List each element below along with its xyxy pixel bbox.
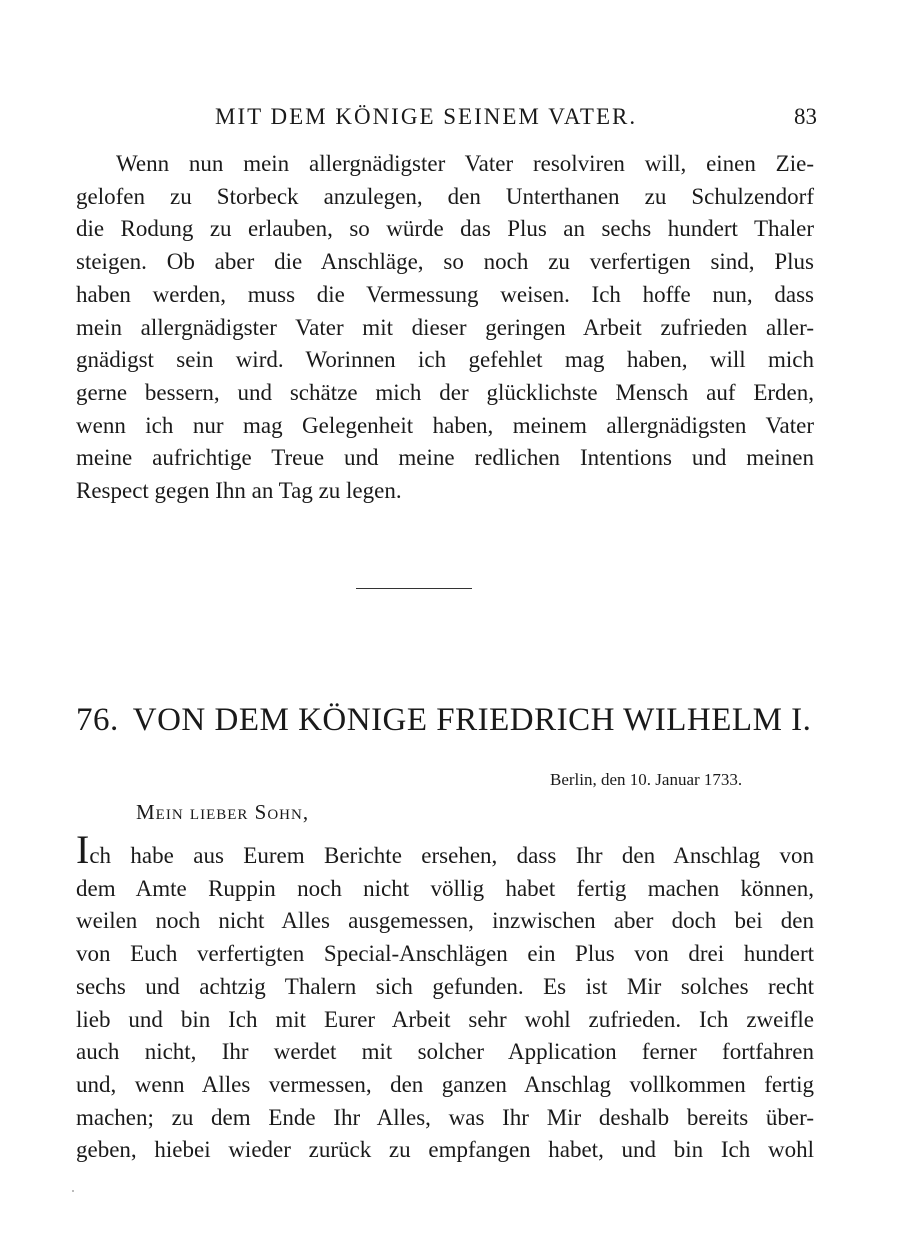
text-line: gerne bessern, und schätze mich der glücklichste Mensch auf Erden,: [76, 379, 814, 405]
page-speck: [72, 1190, 74, 1192]
drop-cap: I: [76, 827, 90, 872]
text-line: auch nicht, Ihr werdet mit solcher Application ferner fortfahren: [76, 1039, 814, 1065]
letter-heading: [76, 702, 814, 739]
text-line: weilen noch nicht Alles ausgemessen, inzwischen aber doch bei den: [76, 908, 814, 934]
running-head: [0, 104, 900, 138]
text-line: Wenn nun mein allergnädigster Vater resolviren will, einen Zie-: [116, 151, 814, 176]
text-line: sechs und achtzig Thalern sich gefunden. Es ist Mir solches recht: [76, 973, 814, 999]
text-line-first: [76, 827, 814, 873]
page-number: 83: [794, 104, 817, 129]
text-line: gnädigst sein wird. Worinnen ich gefehlet mag haben, will mich: [76, 347, 814, 373]
text-line: dem Amte Ruppin noch nicht völlig habet fertig machen können,: [76, 875, 814, 901]
salutation: Mein lieber Sohn,: [136, 800, 310, 824]
text-line: geben, hiebei wieder zurück zu empfangen habet, und bin Ich wohl: [76, 1137, 814, 1163]
text-line: mein allergnädigster Vater mit dieser geringen Arbeit zufrieden aller-: [76, 314, 814, 340]
text-line: Respect gegen Ihn an Tag zu legen.: [76, 478, 402, 504]
text-line: und, wenn Alles vermessen, den ganzen Anschlag vollkommen fertig: [76, 1071, 814, 1097]
running-title: MIT DEM KÖNIGE SEINEM VATER.: [215, 104, 638, 129]
text-line: meine aufrichtige Treue und meine redlichen Intentions und meinen: [76, 445, 814, 471]
text-line: lieb und bin Ich mit Eurer Arbeit sehr wohl zufrieden. Ich zweifle: [76, 1006, 814, 1032]
first-line-text: ch habe aus Eurem Berichte ersehen, dass Ihr den Anschlag von: [89, 843, 814, 868]
text-line: machen; zu dem Ende Ihr Alles, was Ihr Mir deshalb bereits über-: [76, 1104, 814, 1130]
letter-title: VON DEM KÖNIGE FRIEDRICH WILHELM I.: [132, 702, 812, 738]
paragraph-continuation: [76, 148, 814, 508]
text-line: steigen. Ob aber die Anschläge, so noch zu verfertigen sind, Plus: [76, 249, 814, 275]
section-divider: [356, 588, 472, 589]
dateline: Berlin, den 10. Januar 1733.: [550, 770, 743, 789]
text-line: gelofen zu Storbeck anzulegen, den Unterthanen zu Schulzendorf: [76, 183, 814, 209]
text-line: wenn ich nur mag Gelegenheit haben, meinem allergnädigsten Vater: [76, 412, 814, 438]
text-line: von Euch verfertigten Special-Anschlägen ein Plus von drei hundert: [76, 941, 814, 967]
letter-body: [76, 827, 814, 1167]
letter-number: 76.: [76, 702, 119, 738]
text-line: die Rodung zu erlauben, so würde das Plus an sechs hundert Thaler: [76, 216, 814, 242]
text-line: haben werden, muss die Vermessung weisen. Ich hoffe nun, dass: [76, 281, 814, 307]
